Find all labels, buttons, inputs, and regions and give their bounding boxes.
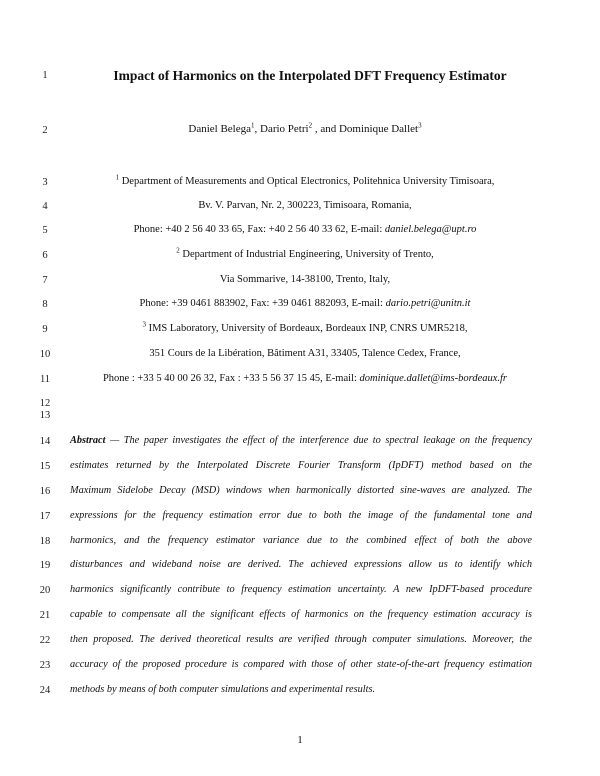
affiliation-text: Phone : +33 5 40 00 26 32, Fax : +33 5 56 37 15 45, E-mail: bbox=[102, 373, 360, 384]
abstract-line: estimates returned by the Interpolated Discrete Fourier Transform (IpDFT) method based on the bbox=[70, 460, 532, 471]
affiliation-text: Phone: +40 2 56 40 33 65, Fax: +40 2 56 40 33 62, E-mail: bbox=[133, 224, 385, 235]
email-address[interactable]: daniel.belega@upt.ro bbox=[384, 224, 477, 235]
line-number: 15 bbox=[39, 461, 51, 472]
line-number: 18 bbox=[39, 536, 51, 547]
line-number: 5 bbox=[42, 225, 48, 236]
line-number: 24 bbox=[39, 685, 51, 696]
paper-title: Impact of Harmonics on the Interpolated DFT Frequency Estimator bbox=[113, 68, 507, 83]
affiliation-text: IMS Laboratory, University of Bordeaux, Bordeaux INP, CNRS UMR5218, bbox=[145, 323, 468, 334]
affiliation-marker: 3 bbox=[418, 121, 422, 130]
affiliation-line bbox=[70, 274, 540, 285]
line-number: 1 bbox=[42, 70, 48, 81]
abstract-line: harmonics significantly contribute to frequency estimation uncertainty. A new IpDFT-based procedure bbox=[70, 584, 532, 595]
line-number: 23 bbox=[39, 660, 51, 671]
author-separator: , bbox=[254, 123, 261, 135]
abstract-text: — The paper investigates the effect of the interference due to spectral leakage on the frequency bbox=[105, 435, 532, 446]
affiliation-text: Via Sommarive, 14-38100, Trento, Italy, bbox=[219, 274, 391, 285]
line-number: 19 bbox=[39, 560, 51, 571]
line-number: 10 bbox=[39, 349, 51, 360]
line-number: 6 bbox=[42, 250, 48, 261]
line-number: 17 bbox=[39, 511, 51, 522]
line-number: 3 bbox=[42, 177, 48, 188]
affiliation-text: Bv. V. Parvan, Nr. 2, 300223, Timisoara, Romania, bbox=[198, 200, 412, 211]
line-number: 22 bbox=[39, 635, 51, 646]
author-name: Daniel Belega bbox=[188, 123, 252, 135]
line-number: 4 bbox=[42, 201, 48, 212]
affiliation-text: Department of Industrial Engineering, University of Trento, bbox=[179, 249, 434, 260]
line-number: 2 bbox=[42, 125, 48, 136]
line-number: 12 bbox=[39, 398, 51, 409]
line-number: 11 bbox=[39, 374, 51, 385]
line-number: 7 bbox=[42, 275, 48, 286]
affiliation-line bbox=[70, 173, 540, 187]
affiliation-line bbox=[70, 373, 540, 384]
author-name: Dario Petri bbox=[260, 123, 309, 135]
abstract-line: then proposed. The derived theoretical results are verified through computer simulations. Moreover, the bbox=[70, 634, 532, 645]
abstract-line bbox=[70, 435, 532, 446]
line-number: 20 bbox=[39, 585, 51, 596]
line-number: 8 bbox=[42, 299, 48, 310]
affiliation-text: Phone: +39 0461 883902, Fax: +39 0461 882093, E-mail: bbox=[139, 298, 386, 309]
affiliation-line bbox=[70, 246, 540, 260]
line-number: 14 bbox=[39, 436, 51, 447]
affiliation-marker: 3 bbox=[142, 320, 146, 329]
affiliation-marker: 2 bbox=[308, 121, 313, 130]
affiliation-line bbox=[70, 348, 540, 359]
page-number: 1 bbox=[297, 734, 303, 746]
affiliation-line bbox=[70, 298, 540, 309]
abstract-line: harmonics, and the frequency estimator variance due to the combined effect of both the above bbox=[70, 535, 532, 546]
affiliation-text: Department of Measurements and Optical Electronics, Politehnica University Timisoara, bbox=[119, 176, 495, 187]
author-separator: , and bbox=[312, 123, 339, 135]
affiliation-marker: 2 bbox=[176, 246, 180, 255]
affiliation-line bbox=[70, 224, 540, 235]
line-number: 21 bbox=[39, 610, 51, 621]
line-number: 13 bbox=[39, 410, 51, 421]
affiliation-marker: 1 bbox=[115, 173, 120, 182]
author-list bbox=[70, 123, 540, 135]
abstract-line: disturbances and wideband noise are derived. The achieved expressions allow us to identify which bbox=[70, 559, 532, 570]
affiliation-line bbox=[70, 200, 540, 211]
email-address[interactable]: dario.petri@unitn.it bbox=[385, 298, 471, 309]
affiliation-marker: 1 bbox=[251, 121, 255, 130]
email-address[interactable]: dominique.dallet@ims-bordeaux.fr bbox=[359, 373, 508, 384]
abstract-label: Abstract bbox=[70, 435, 106, 446]
line-number: 16 bbox=[39, 486, 51, 497]
line-number: 9 bbox=[42, 324, 48, 335]
abstract-line: expressions for the frequency estimation error due to both the image of the fundamental tone and bbox=[70, 510, 532, 521]
abstract-line: Maximum Sidelobe Decay (MSD) windows when harmonically distorted sine-waves are analyzed. The bbox=[70, 485, 532, 496]
abstract-line: accuracy of the proposed procedure is compared with those of other state-of-the-art frequency estimation bbox=[70, 659, 532, 670]
abstract-line: methods by means of both computer simulations and experimental results. bbox=[70, 684, 376, 695]
abstract-line: capable to compensate all the significant effects of harmonics on the frequency estimation accuracy is bbox=[70, 609, 532, 620]
affiliation-line bbox=[70, 320, 540, 334]
author-name: Dominique Dallet bbox=[338, 123, 419, 135]
affiliation-text: 351 Cours de la Libération, Bâtiment A31, 33405, Talence Cedex, France, bbox=[149, 348, 461, 359]
